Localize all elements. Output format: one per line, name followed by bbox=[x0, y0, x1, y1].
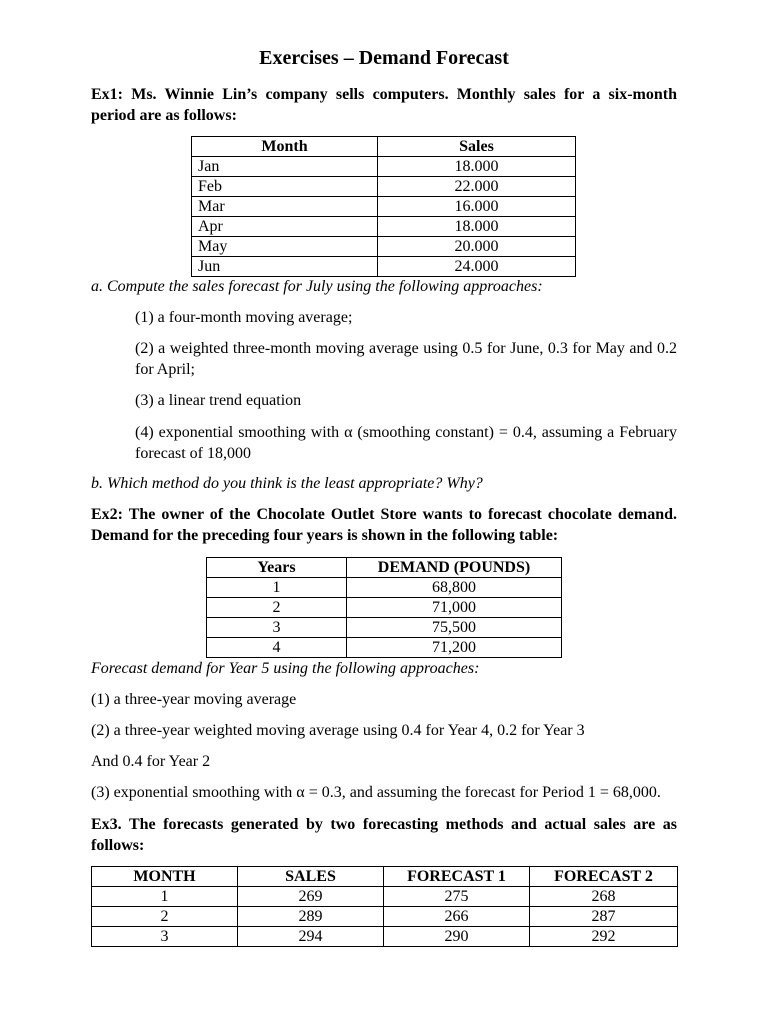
table-cell: 75,500 bbox=[347, 618, 562, 638]
table-row bbox=[192, 197, 576, 217]
table-cell: 71,000 bbox=[347, 598, 562, 618]
table-cell: 16.000 bbox=[378, 197, 576, 217]
ex1-item-3: (3) a linear trend equation bbox=[135, 392, 302, 409]
ex2-item-1: (1) a three-year moving average bbox=[91, 691, 297, 708]
table-cell: 18.000 bbox=[378, 157, 576, 177]
table-row bbox=[192, 157, 576, 177]
table-row bbox=[192, 177, 576, 197]
table-cell: 68,800 bbox=[347, 578, 562, 598]
table-row bbox=[207, 578, 562, 598]
ex2-intro: Ex2: The owner of the Chocolate Outlet Store wants to forecast chocolate demand. Demand for the preceding four years is shown in the following table: bbox=[91, 506, 677, 544]
table-cell: 18.000 bbox=[378, 217, 576, 237]
table-cell: 2 bbox=[207, 598, 347, 618]
table-header: FORECAST 2 bbox=[530, 867, 678, 887]
table-cell: 289 bbox=[238, 907, 384, 927]
table-cell: 275 bbox=[384, 887, 530, 907]
table-cell: 24.000 bbox=[378, 257, 576, 277]
ex1-intro: Ex1: Ms. Winnie Lin’s company sells computers. Monthly sales for a six-month period are as follows: bbox=[91, 86, 677, 124]
table-cell: May bbox=[192, 237, 378, 257]
table-header: MONTH bbox=[92, 867, 238, 887]
table-header: FORECAST 1 bbox=[384, 867, 530, 887]
table-header-row bbox=[92, 867, 678, 887]
table-cell: 287 bbox=[530, 907, 678, 927]
table-row bbox=[192, 257, 576, 277]
table-cell: Apr bbox=[192, 217, 378, 237]
ex2-item-2: (2) a three-year weighted moving average using 0.4 for Year 4, 0.2 for Year 3 bbox=[91, 722, 585, 739]
ex1-sales-table bbox=[191, 136, 576, 277]
table-cell: 71,200 bbox=[347, 638, 562, 658]
table-row bbox=[192, 217, 576, 237]
table-header: DEMAND (POUNDS) bbox=[347, 558, 562, 578]
ex2-item-2-continued: And 0.4 for Year 2 bbox=[91, 753, 211, 770]
ex3-forecast-table bbox=[91, 866, 678, 947]
ex1-item-2: (2) a weighted three-month moving average using 0.5 for June, 0.3 for May and 0.2 for April; bbox=[135, 340, 677, 378]
table-row bbox=[92, 927, 678, 947]
table-cell: 1 bbox=[207, 578, 347, 598]
table-row bbox=[92, 907, 678, 927]
table-cell: 2 bbox=[92, 907, 238, 927]
table-cell: Mar bbox=[192, 197, 378, 217]
table-cell: 4 bbox=[207, 638, 347, 658]
table-header: SALES bbox=[238, 867, 384, 887]
table-header: Years bbox=[207, 558, 347, 578]
ex1-question-b: b. Which method do you think is the least appropriate? Why? bbox=[91, 475, 483, 492]
table-cell: 3 bbox=[92, 927, 238, 947]
table-row bbox=[92, 887, 678, 907]
table-cell: 266 bbox=[384, 907, 530, 927]
ex2-demand-table bbox=[206, 557, 562, 658]
table-cell: 3 bbox=[207, 618, 347, 638]
ex1-item-1: (1) a four-month moving average; bbox=[135, 309, 353, 326]
table-cell: Feb bbox=[192, 177, 378, 197]
ex1-item-4: (4) exponential smoothing with α (smoothing constant) = 0.4, assuming a February forecast of 18,000 bbox=[135, 424, 677, 462]
page-title: Exercises – Demand Forecast bbox=[259, 47, 509, 69]
table-header: Sales bbox=[378, 137, 576, 157]
ex1-question-a: a. Compute the sales forecast for July using the following approaches: bbox=[91, 278, 543, 295]
table-cell: 294 bbox=[238, 927, 384, 947]
table-header: Month bbox=[192, 137, 378, 157]
table-cell: Jan bbox=[192, 157, 378, 177]
table-row bbox=[192, 237, 576, 257]
table-header-row bbox=[192, 137, 576, 157]
table-cell: Jun bbox=[192, 257, 378, 277]
table-header-row bbox=[207, 558, 562, 578]
table-cell: 292 bbox=[530, 927, 678, 947]
ex3-intro: Ex3. The forecasts generated by two forecasting methods and actual sales are as follows: bbox=[91, 816, 677, 854]
table-cell: 20.000 bbox=[378, 237, 576, 257]
table-row bbox=[207, 638, 562, 658]
table-cell: 1 bbox=[92, 887, 238, 907]
table-cell: 22.000 bbox=[378, 177, 576, 197]
table-cell: 269 bbox=[238, 887, 384, 907]
table-cell: 268 bbox=[530, 887, 678, 907]
table-cell: 290 bbox=[384, 927, 530, 947]
ex2-item-3: (3) exponential smoothing with α = 0.3, and assuming the forecast for Period 1 = 68,000. bbox=[91, 784, 661, 801]
table-row bbox=[207, 618, 562, 638]
table-row bbox=[207, 598, 562, 618]
ex2-question: Forecast demand for Year 5 using the following approaches: bbox=[91, 660, 480, 677]
